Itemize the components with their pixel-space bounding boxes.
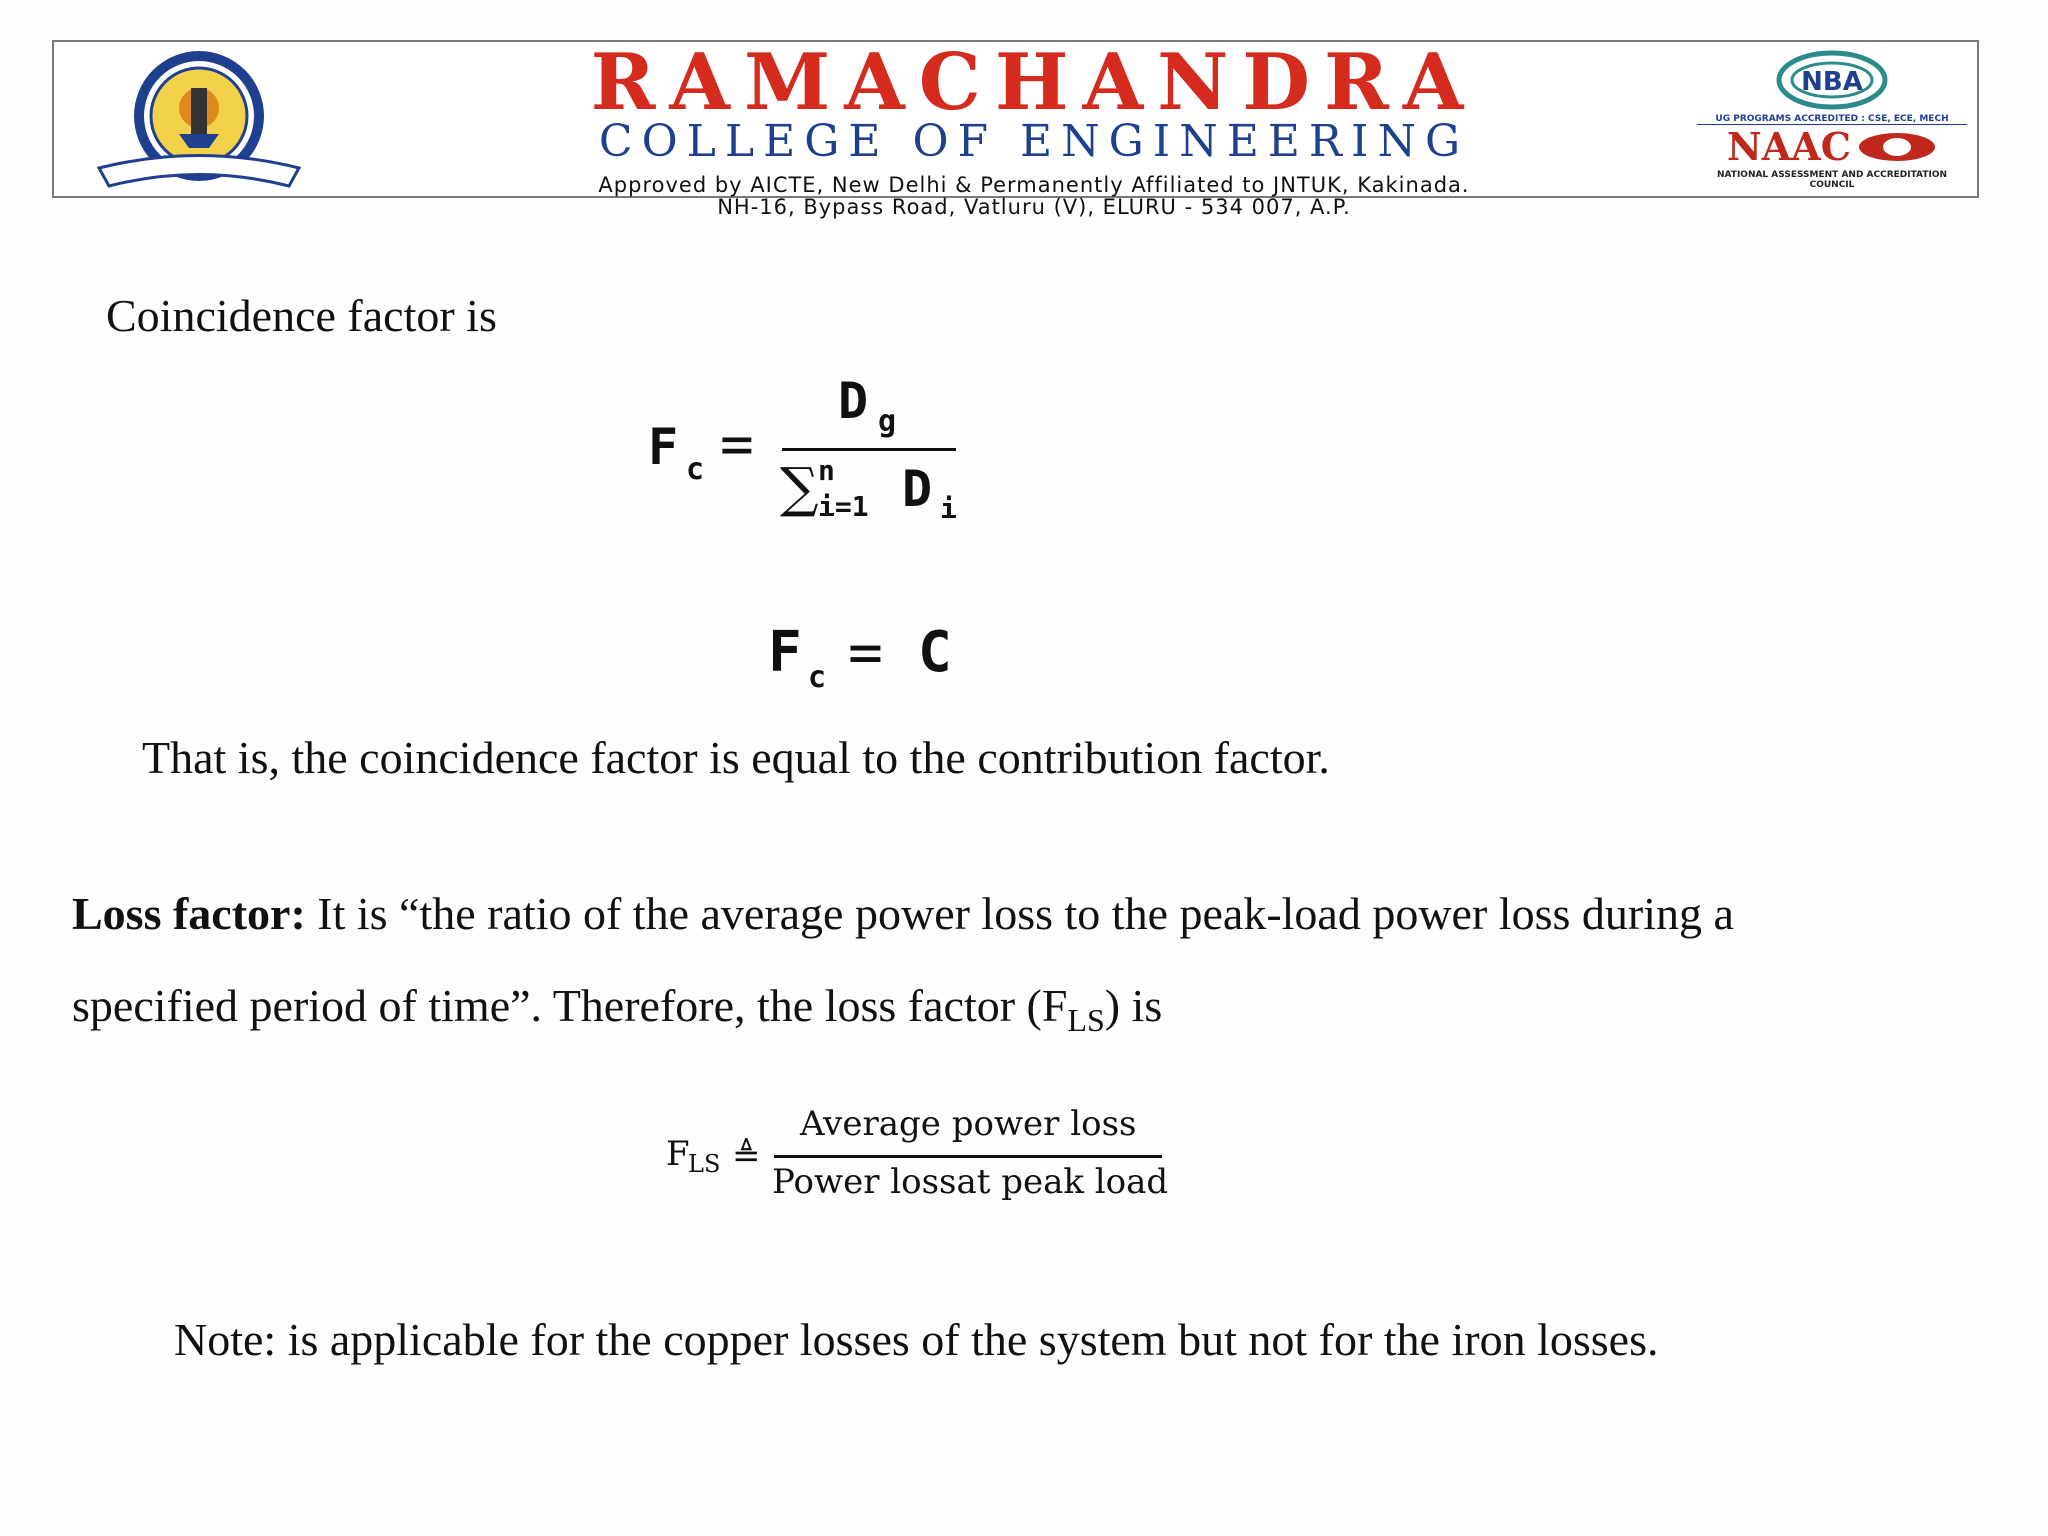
college-header-banner: [52, 37, 1979, 219]
eq3-numerator: Average power loss: [800, 1104, 1137, 1144]
college-name-line2: COLLEGE OF ENGINEERING: [598, 116, 1470, 167]
loss-factor-line1: [72, 888, 1734, 940]
naac-label: NAAC: [1727, 124, 1851, 169]
ug-programs-text: UG PROGRAMS ACCREDITED : CSE, ECE, MECH: [1697, 114, 1967, 125]
eq3-lhs: F: [666, 1134, 690, 1174]
loss-factor-line2: [72, 980, 1162, 1046]
nba-label: NBA: [1801, 67, 1863, 97]
eq1-fraction-bar: [782, 448, 956, 451]
college-name-line1: RAMACHANDRA: [590, 37, 1478, 128]
college-name-block: [344, 37, 1724, 219]
eq1-sum-upper: n: [818, 454, 835, 487]
loss-line2-text-a: specified period of time”. Therefore, the loss factor (F: [72, 980, 1068, 1031]
college-emblem-icon: [79, 48, 319, 193]
eq2-rhs: C: [918, 620, 952, 685]
eq3-defined-as: ≜: [732, 1136, 761, 1176]
eq1-lhs-sub: c: [686, 452, 705, 487]
eq2-equals: =: [848, 618, 883, 686]
eq3-denominator: Power lossat peak load: [772, 1162, 1169, 1202]
eq1-denominator-var: D: [902, 460, 933, 518]
eq2-lhs: F: [768, 620, 802, 685]
eq1-equals: =: [720, 412, 754, 477]
naac-emblem-icon: [1857, 129, 1937, 165]
eq1-sum-lower: i=1: [818, 490, 869, 523]
approval-text: Approved by AICTE, New Delhi & Permanently Affiliated to JNTUK, Kakinada.: [598, 173, 1470, 197]
eq1-sum-symbol: ∑: [780, 456, 819, 519]
loss-factor-label: Loss factor:: [72, 888, 306, 939]
eq1-numerator-sub: g: [878, 404, 897, 439]
eq3-fraction-bar: [774, 1155, 1162, 1158]
coincidence-intro-text: Coincidence factor is: [106, 290, 497, 341]
loss-line2-text-b: ) is: [1104, 980, 1163, 1031]
eq2-lhs-sub: c: [808, 660, 827, 695]
that-is-text: That is, the coincidence factor is equal to the contribution factor.: [142, 732, 1330, 783]
loss-line2-subscript: LS: [1067, 1002, 1105, 1039]
eq1-lhs: F: [648, 418, 679, 476]
eq1-denominator-sub: i: [940, 492, 957, 525]
nba-logo-icon: [1776, 50, 1888, 110]
eq3-lhs-sub: LS: [688, 1150, 721, 1178]
note-text: Note: is applicable for the copper losses of the system but not for the iron losses.: [174, 1314, 1659, 1365]
accreditation-logos: [1697, 50, 1967, 195]
naac-full-name: NATIONAL ASSESSMENT AND ACCREDITATION COUNCIL: [1717, 170, 1947, 190]
loss-factor-definition: It is “the ratio of the average power loss to the peak-load power loss during a: [305, 888, 1734, 939]
eq1-numerator: D: [838, 372, 869, 430]
naac-row: [1697, 124, 1967, 169]
address-text: NH-16, Bypass Road, Vatluru (V), ELURU - 534 007, A.P.: [717, 195, 1351, 219]
